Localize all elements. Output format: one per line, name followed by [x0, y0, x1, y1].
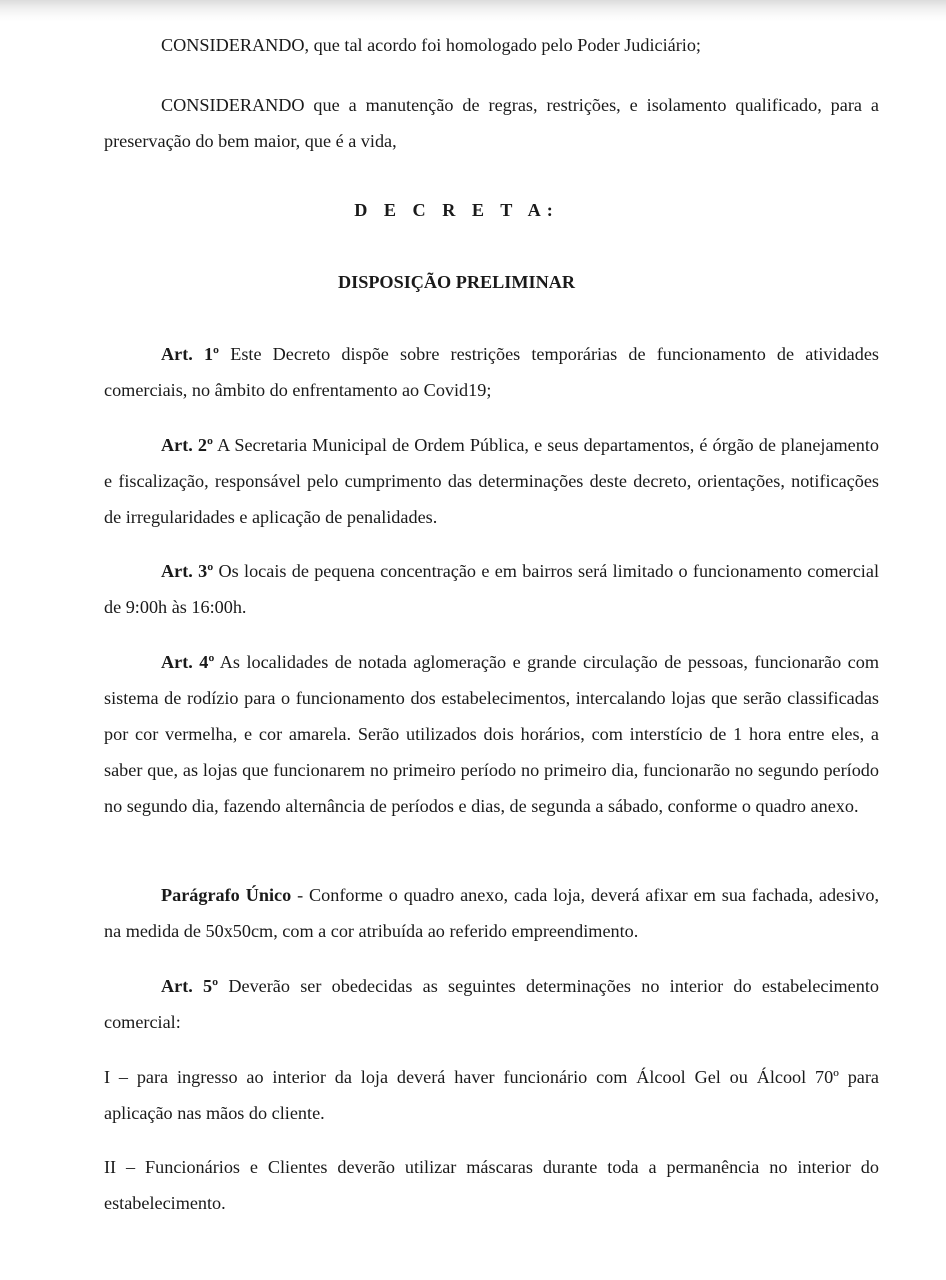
article-5 — [104, 968, 879, 1040]
considerando-2: CONSIDERANDO que a manutenção de regras, restrições, e isolamento qualificado, para a preservação do bem maior, que é a vida, — [104, 95, 879, 151]
article-text: Deverão ser obedecidas as seguintes determinações no interior do estabelecimento comercial: — [104, 976, 879, 1032]
article-label: Parágrafo Único — [161, 885, 292, 905]
item-i: I – para ingresso ao interior da loja deverá haver funcionário com Álcool Gel ou Álcool 70º para aplicação nas mãos do cliente. — [104, 1067, 879, 1123]
decreta-heading: D E C R E T A: — [354, 200, 559, 220]
article-text: - Conforme o quadro anexo, cada loja, deverá afixar em sua fachada, adesivo, na medida de 50x50cm, com a cor atribuída ao referido empreendimento. — [104, 885, 879, 941]
article-text: Os locais de pequena concentração e em bairros será limitado o funcionamento comercial de 9:00h às 16:00h. — [104, 561, 879, 617]
article-text: Este Decreto dispõe sobre restrições temporárias de funcionamento de atividades comerciais, no âmbito do enfrentamento ao Covid19; — [104, 344, 879, 400]
article-1 — [104, 336, 879, 408]
article-text: A Secretaria Municipal de Ordem Pública, e seus departamentos, é órgão de planejamento e fiscalização, responsável pelo cumprimento das determinações deste decreto, orientações, notificações de irregularidades e aplicação de penalidades. — [104, 435, 879, 527]
considerando-1: CONSIDERANDO, que tal acordo foi homologado pelo Poder Judiciário; — [161, 35, 701, 55]
article-2 — [104, 427, 879, 535]
article-4 — [104, 644, 879, 824]
paragrafo-unico — [104, 877, 879, 949]
article-label: Art. 5º — [161, 976, 219, 996]
top-shadow — [0, 0, 946, 22]
section-heading: DISPOSIÇÃO PRELIMINAR — [338, 272, 575, 292]
article-text: As localidades de notada aglomeração e grande circulação de pessoas, funcionarão com sistema de rodízio para o funcionamento dos estabelecimentos, intercalando lojas que serão classificadas por cor vermelha, e cor amarela. Serão utilizados dois horários, com interstício de 1 hora entre eles, a saber que, as lojas que funcionarem no primeiro período no primeiro dia, funcionarão no segundo período no segundo dia, fazendo alternância de períodos e dias, de segunda a sábado, conforme o quadro anexo. — [104, 652, 879, 816]
article-label: Art. 1º — [161, 344, 220, 364]
article-label: Art. 2º — [161, 435, 214, 455]
item-ii: II – Funcionários e Clientes deverão utilizar máscaras durante toda a permanência no interior do estabelecimento. — [104, 1157, 879, 1213]
article-3 — [104, 553, 879, 625]
article-label: Art. 3º — [161, 561, 214, 581]
article-label: Art. 4º — [161, 652, 215, 672]
